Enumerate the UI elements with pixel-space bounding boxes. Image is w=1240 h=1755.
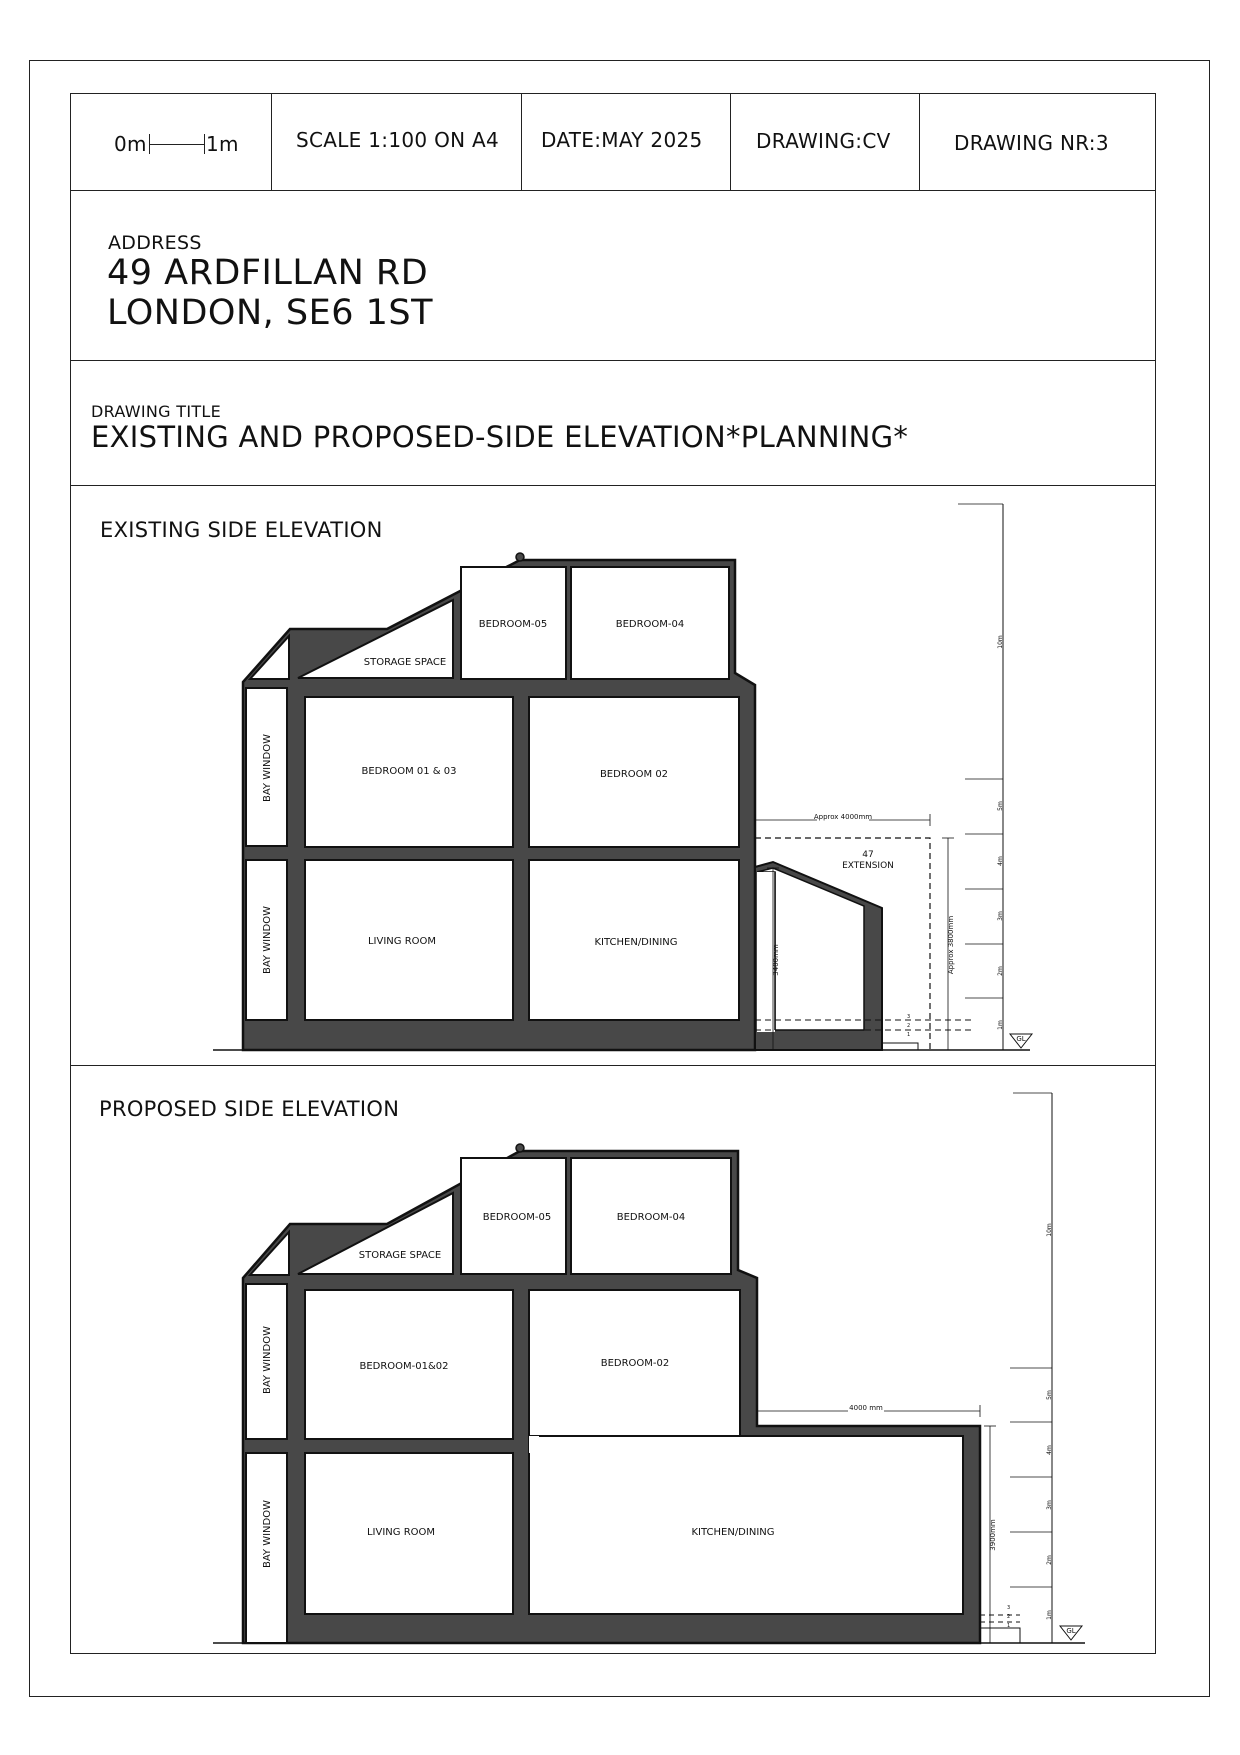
drawing-author: DRAWING:CV — [756, 129, 891, 153]
existing-scale-5m: 5m — [997, 801, 1004, 811]
existing-label-bedroom-05: BEDROOM-05 — [478, 619, 548, 630]
proposed-scale-tick-1: 1 — [1007, 1623, 1011, 1629]
existing-scale-3m: 3m — [997, 911, 1004, 921]
neighbour-extension-label: EXTENSION — [842, 861, 894, 871]
proposed-scale-5m: 5m — [1046, 1390, 1053, 1400]
existing-dim-neighbour-height: Approx 3800mm — [947, 915, 955, 975]
existing-label-living: LIVING ROOM — [367, 936, 437, 947]
proposed-scale-tick-3: 3 — [1007, 1605, 1011, 1611]
existing-scale-tick-3: 3 — [907, 1014, 911, 1020]
existing-ground-level: GL — [1016, 1035, 1026, 1043]
proposed-label-living: LIVING ROOM — [366, 1527, 436, 1538]
existing-scale-4m: 4m — [997, 856, 1004, 866]
proposed-scale-10m: 10m — [1046, 1223, 1053, 1237]
existing-label-kitchen: KITCHEN/DINING — [594, 937, 678, 948]
existing-scale-2m: 2m — [997, 966, 1004, 976]
scale-text: SCALE 1:100 ON A4 — [296, 128, 500, 152]
existing-elevation-heading: EXISTING SIDE ELEVATION — [100, 518, 383, 542]
date-text: DATE:MAY 2025 — [541, 128, 703, 152]
proposed-elevation — [213, 1093, 1085, 1643]
existing-scale-tick-1: 1 — [907, 1032, 911, 1038]
proposed-label-bay-upper: BAY WINDOW — [262, 1326, 273, 1394]
existing-label-bay-upper: BAY WINDOW — [262, 734, 273, 802]
existing-scale-tick-2: 2 — [907, 1023, 911, 1029]
scale-bar-start: 0m — [114, 132, 147, 156]
existing-scale-10m: 10m — [997, 635, 1004, 649]
drawing-number: DRAWING NR:3 — [954, 131, 1109, 155]
neighbour-extension-number: 47 — [862, 850, 874, 860]
proposed-scale-3m: 3m — [1046, 1500, 1053, 1510]
proposed-scale-tick-2: 2 — [1007, 1614, 1011, 1620]
address-line-2: LONDON, SE6 1ST — [107, 293, 434, 333]
existing-dim-width: Approx 4000mm — [813, 813, 873, 821]
proposed-dim-width: 4000 mm — [849, 1404, 883, 1412]
proposed-label-bedroom-05: BEDROOM-05 — [482, 1212, 552, 1223]
existing-label-bedroom-02: BEDROOM 02 — [599, 769, 669, 780]
existing-dim-ext-height: 3400mm — [772, 944, 780, 976]
scale-bar-end: 1m — [206, 132, 239, 156]
existing-label-bay-lower: BAY WINDOW — [262, 906, 273, 974]
proposed-label-bay-lower: BAY WINDOW — [262, 1500, 273, 1568]
proposed-label-kitchen: KITCHEN/DINING — [691, 1527, 775, 1538]
proposed-dim-height: 3900mm — [989, 1519, 997, 1551]
address-label: ADDRESS — [108, 232, 202, 254]
proposed-scale-4m: 4m — [1046, 1445, 1053, 1455]
drawing-title-label: DRAWING TITLE — [91, 402, 222, 421]
existing-scale-1m: 1m — [997, 1020, 1004, 1030]
existing-label-bedroom-01-03: BEDROOM 01 & 03 — [361, 766, 457, 777]
proposed-label-bedroom-01-02: BEDROOM-01&02 — [359, 1361, 449, 1372]
proposed-label-bedroom-02: BEDROOM-02 — [600, 1358, 670, 1369]
proposed-elevation-heading: PROPOSED SIDE ELEVATION — [99, 1097, 400, 1121]
proposed-scale-2m: 2m — [1046, 1555, 1053, 1565]
drawing-title: EXISTING AND PROPOSED-SIDE ELEVATION*PLANNING* — [91, 420, 909, 454]
existing-label-storage: STORAGE SPACE — [363, 657, 447, 668]
proposed-label-bedroom-04: BEDROOM-04 — [616, 1212, 686, 1223]
existing-elevation — [213, 504, 1032, 1050]
proposed-kitchen-dining — [529, 1436, 963, 1614]
existing-label-bedroom-04: BEDROOM-04 — [615, 619, 685, 630]
proposed-ground-level: GL — [1066, 1627, 1076, 1635]
proposed-scale-1m: 1m — [1046, 1610, 1053, 1620]
address-line-1: 49 ARDFILLAN RD — [107, 253, 429, 293]
proposed-label-storage: STORAGE SPACE — [358, 1250, 442, 1261]
